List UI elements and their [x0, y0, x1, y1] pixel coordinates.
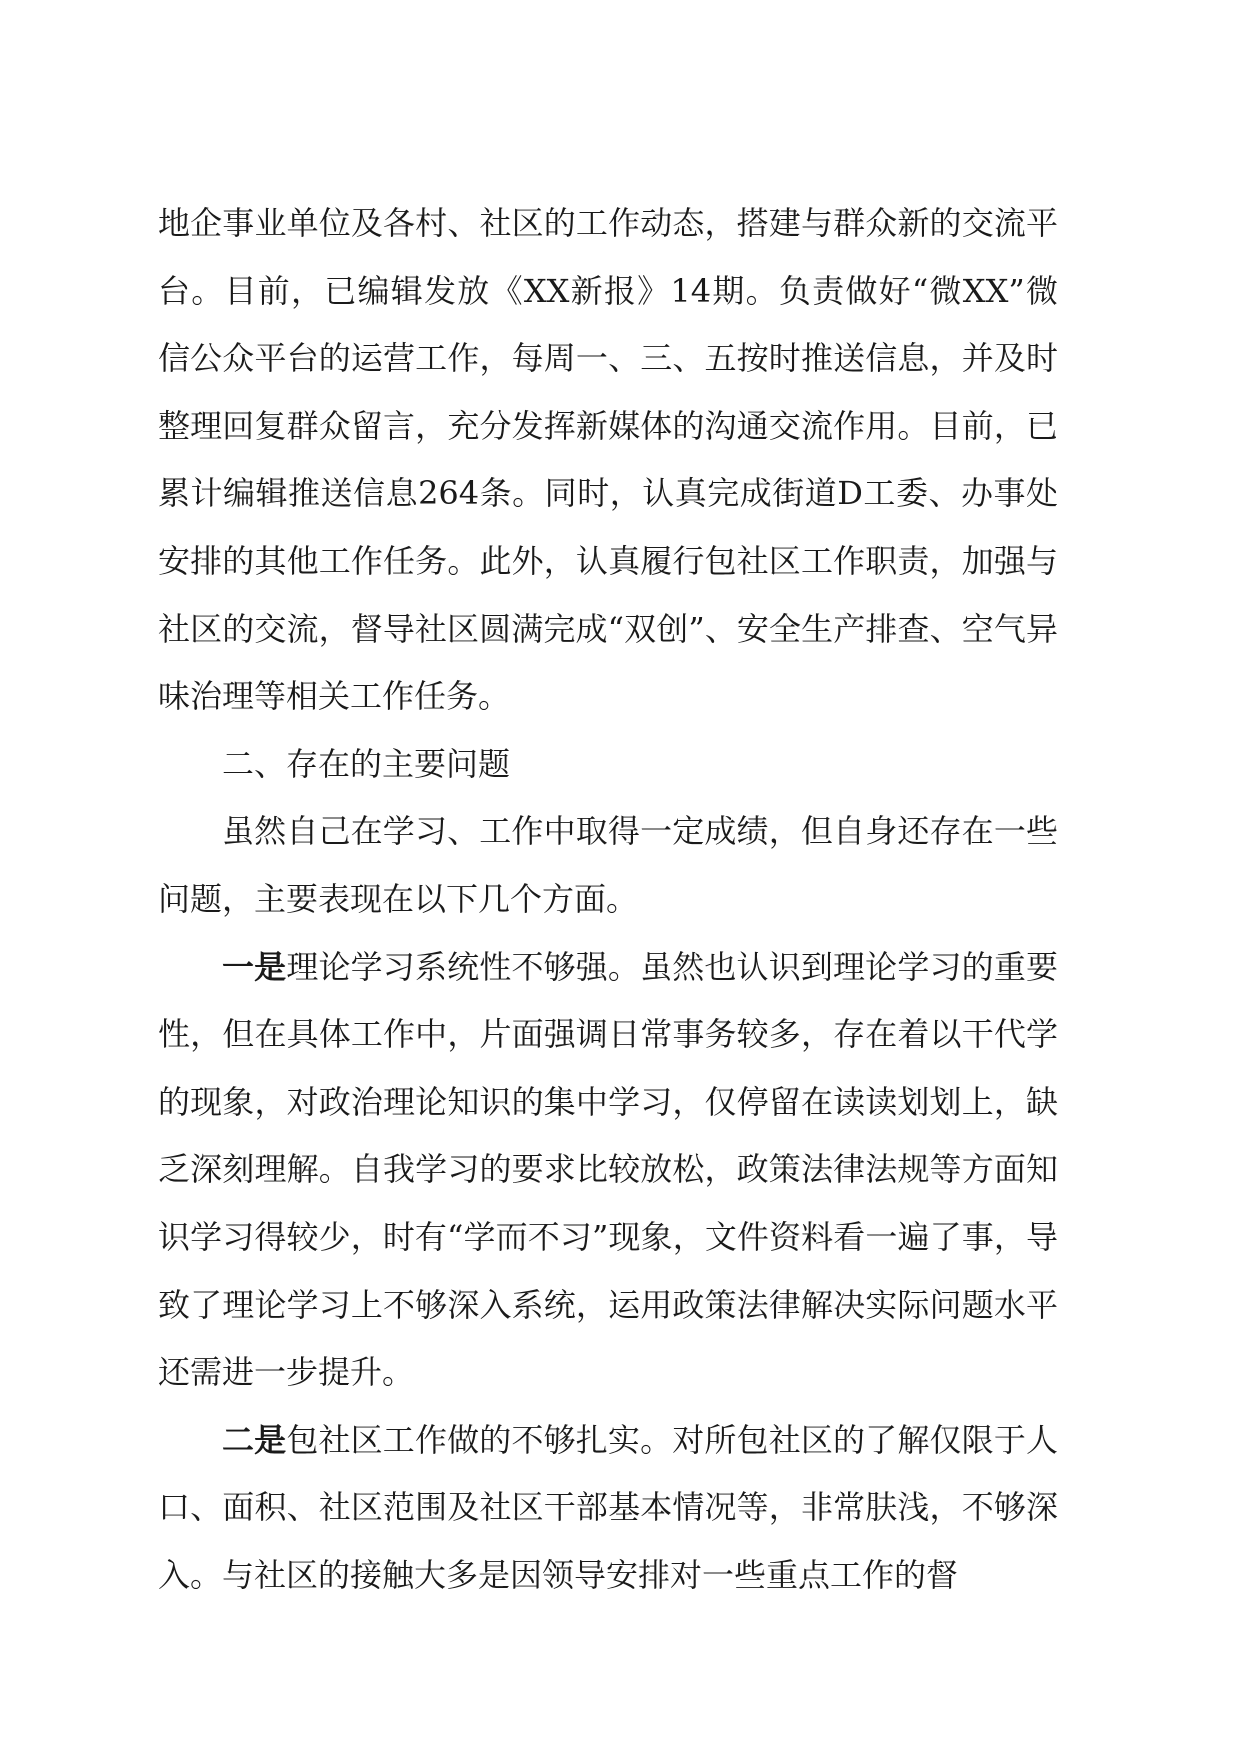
paragraph-problems-intro — [158, 798, 1058, 933]
paragraph-text: 包社区工作做的不够扎实。对所包社区的了解仅限于人口、面积、社区范围及社区干部基本情况等，非常肤浅，不够深入。与社区的接触大多是因领导安排对一些重点工作的督 — [158, 1420, 1058, 1594]
paragraph-text: 虽然自己在学习、工作中取得一定成绩，但自身还存在一些问题，主要表现在以下几个方面。 — [158, 812, 1058, 918]
paragraph-problem-two — [158, 1407, 1058, 1610]
section-heading-problems — [158, 731, 1058, 799]
section-heading-text: 二、存在的主要问题 — [222, 744, 511, 783]
paragraph-problem-one — [158, 934, 1058, 1407]
paragraph-text: 理论学习系统性不够强。虽然也认识到理论学习的重要性，但在具体工作中，片面强调日常事务较多，存在着以干代学的现象，对政治理论知识的集中学习，仅停留在读读划划上，缺乏深刻理解。自我学习的要求比较放松，政策法律法规等方面知识学习得较少，时有“学而不习”现象，文件资料看一遍了事，导致了理论学习上不够深入系统，运用政策法律解决实际问题水平还需进一步提升。 — [158, 947, 1058, 1392]
document-body — [158, 190, 1058, 1609]
paragraph-text: 地企事业单位及各村、社区的工作动态，搭建与群众新的交流平台。目前，已编辑发放《XX新报》14期。负责做好“微XX”微信公众平台的运营工作，每周一、三、五按时推送信息，并及时整理回复群众留言，充分发挥新媒体的沟通交流作用。目前，已累计编辑推送信息264条。同时，认真完成街道D工委、办事处安排的其他工作任务。此外，认真履行包社区工作职责，加强与社区的交流，督导社区圆满完成“双创”、安全生产排查、空气异味治理等相关工作任务。 — [158, 204, 1058, 716]
problem-lead-label: 一是 — [222, 947, 287, 986]
paragraph-work-summary — [158, 190, 1058, 731]
problem-lead-label: 二是 — [222, 1420, 287, 1459]
